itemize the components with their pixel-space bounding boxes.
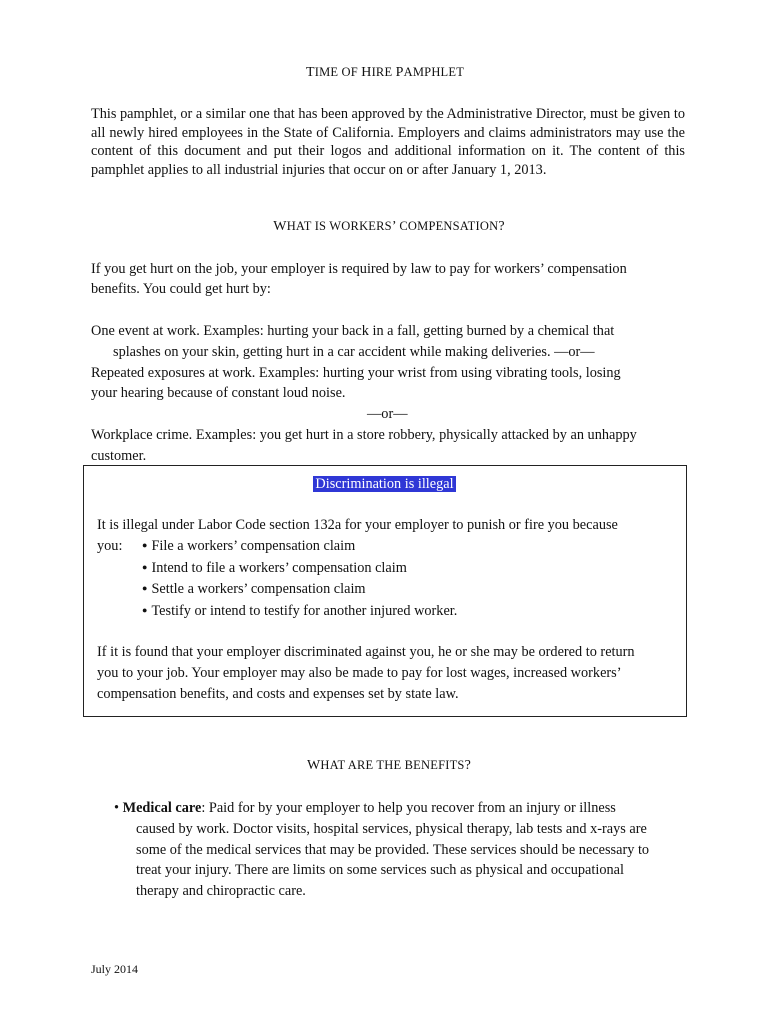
text-line: It is illegal under Labor Code section 132a for your employer to punish or fire you because	[97, 517, 618, 533]
title-part: P	[395, 65, 404, 80]
you-label: you:	[97, 537, 123, 554]
heading-part: COMPENSATION	[399, 219, 499, 233]
event-repeated: Repeated exposures at work. Examples: hurting your wrist from using vibrating tools, losing	[91, 364, 621, 381]
text-line: treat your injury. There are limits on some services such as physical and occupational	[136, 862, 624, 879]
text-line: If you get hurt on the job, your employer is required by law to pay for workers’ compensation	[91, 261, 627, 277]
title-part: H	[361, 65, 372, 80]
text-line: benefits. You could get hurt by:	[91, 281, 271, 297]
list-item	[97, 558, 677, 580]
discrimination-box	[83, 465, 687, 717]
medical-care-text: : Paid for by your employer to help you recover from an injury or illness	[201, 800, 616, 816]
title-part: IME OF	[314, 65, 362, 79]
title-part: AMPHLET	[403, 65, 465, 79]
list-item-text: File a workers’ compensation claim	[151, 537, 356, 554]
discrimination-body	[97, 515, 677, 623]
workers-comp-text	[91, 259, 627, 299]
injury-events	[91, 321, 691, 467]
workers-comp-heading	[0, 219, 770, 235]
title-part: IRE	[371, 65, 396, 79]
list-item	[97, 579, 677, 601]
text-line: compensation benefits, and costs and expenses set by state law.	[97, 685, 459, 702]
medical-care-label: Medical care	[122, 800, 202, 816]
heading-part: W	[273, 219, 287, 234]
text-line: caused by work. Doctor visits, hospital services, physical therapy, lab tests and x-rays are	[136, 820, 647, 837]
discrimination-outcome	[97, 642, 682, 704]
event-crime: Workplace crime. Examples: you get hurt in a store robbery, physically attacked by an unhappy	[91, 426, 637, 443]
medical-care-rest	[114, 819, 694, 902]
event-repeated-cont: your hearing because of constant loud noise.	[91, 385, 346, 402]
heading-part: ?	[464, 758, 472, 773]
benefits-heading	[0, 758, 770, 774]
bullet: •	[114, 800, 120, 816]
or-separator: —or—	[367, 406, 408, 423]
heading-part: W	[306, 758, 321, 773]
event-one-event-cont: splashes on your skin, getting hurt in a car accident while making deliveries. —or—	[113, 343, 595, 360]
list-first-row	[97, 536, 677, 558]
event-one-event: One event at work. Examples: hurting your back in a fall, getting burned by a chemical that	[91, 323, 615, 339]
list-item-text: Intend to file a workers’ compensation claim	[151, 559, 407, 576]
discrimination-title-text: Discrimination is illegal	[315, 476, 454, 492]
heading-part: ?	[498, 219, 505, 234]
footer-date: July 2014	[91, 962, 139, 976]
list-item	[142, 538, 355, 554]
list-item	[97, 601, 677, 623]
text-line: If it is found that your employer discriminated against you, he or she may be ordered to return	[97, 644, 635, 660]
text-line: you to your job. Your employer may also be made to pay for lost wages, increased workers’	[97, 664, 622, 681]
list-item-text: Settle a workers’ compensation claim	[151, 581, 366, 598]
page-title	[0, 65, 770, 81]
heading-part: HAT ARE THE BENEFITS	[320, 758, 465, 772]
medical-care-first-line	[114, 798, 694, 819]
text-line: therapy and chiropractic care.	[136, 883, 306, 900]
intro-paragraph: This pamphlet, or a similar one that has been approved by the Administrative Director, must be given to all newly hired employees in the State of California. Employers and claims administrators may use the content of this document and put their logos and additional information on it. The content of this pamphlet applies to all industrial injuries that occur on or after January 1, 2013.	[91, 106, 685, 178]
heading-part: HAT IS WORKERS	[286, 219, 392, 233]
title-part: T	[305, 65, 315, 80]
text-line: some of the medical services that may be provided. These services should be necessary to	[136, 841, 650, 858]
discrimination-title	[84, 475, 685, 494]
heading-part: ’	[391, 219, 400, 234]
medical-care-item	[114, 798, 694, 902]
list-item-text: Testify or intend to testify for another injured worker.	[151, 603, 458, 620]
event-crime-cont: customer.	[91, 447, 147, 464]
